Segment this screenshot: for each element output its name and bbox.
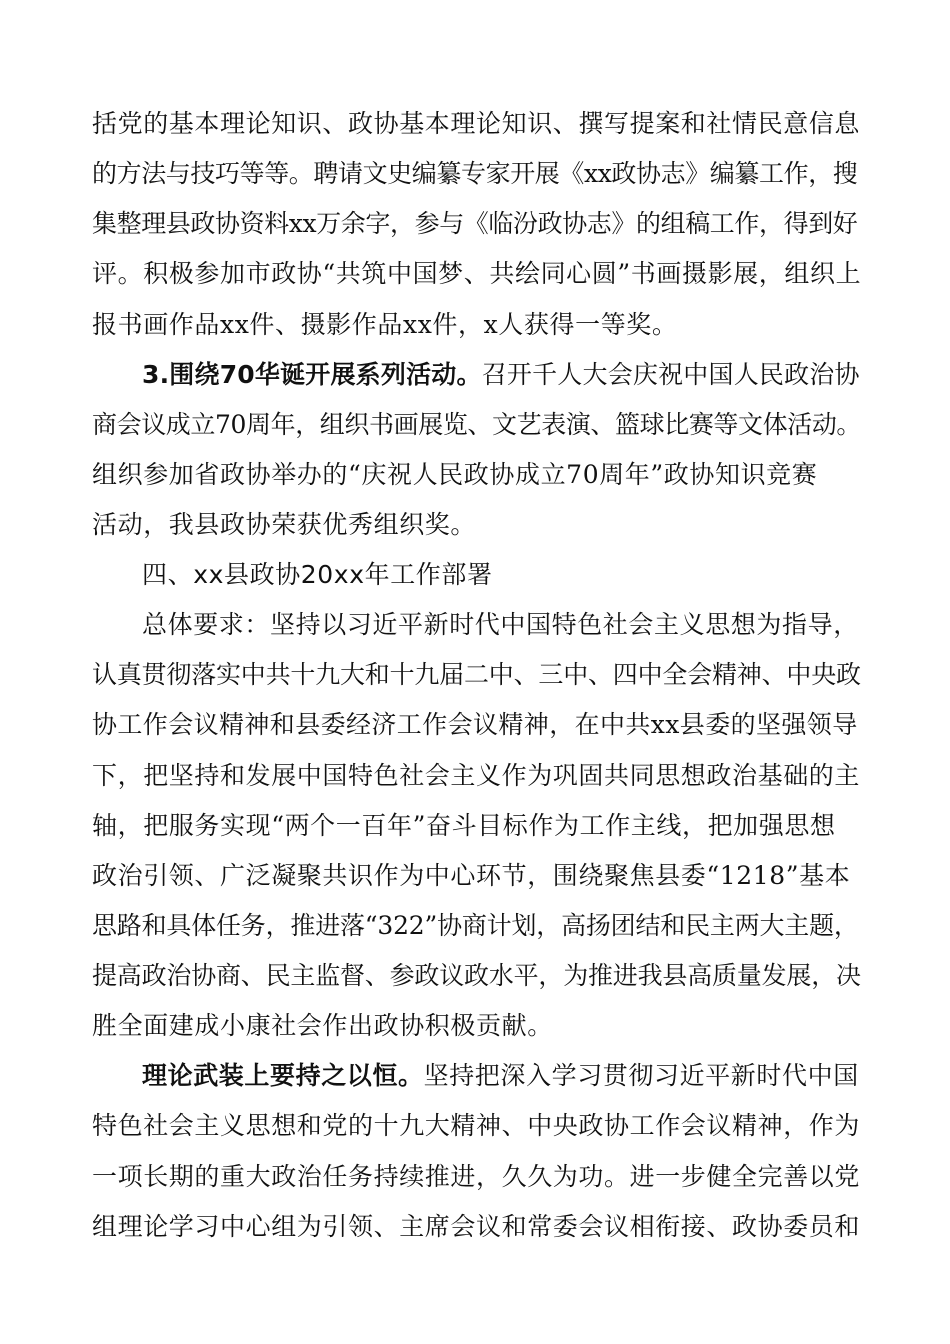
paragraph-line: 报书画作品xx件、摄影作品xx件，x人获得一等奖。 (92, 310, 678, 339)
theory-title: 理论武装上要持之以恒。 (142, 1061, 424, 1090)
paragraph-line: 认真贯彻落实中共十九大和十九届二中、三中、四中全会精神、中央政 (92, 660, 861, 689)
paragraph-line: 括党的基本理论知识、政协基本理论知识、撰写提案和社情民意信息 (92, 109, 861, 138)
paragraph-line: 商会议成立70周年，组织书画展览、文艺表演、篮球比赛等文体活动。 (92, 410, 862, 439)
paragraph-line: 总体要求：坚持以习近平新时代中国特色社会主义思想为指导， (142, 610, 859, 639)
item-3-first-line (142, 359, 862, 391)
item-3-text: 召开千人大会庆祝中国人民政治协 (481, 360, 860, 389)
paragraph-line: 协工作会议精神和县委经济工作会议精神，在中共xx县委的坚强领导 (92, 710, 858, 739)
paragraph-line: 的方法与技巧等等。聘请文史编纂专家开展《xx政协志》编纂工作，搜 (92, 159, 858, 188)
paragraph-line: 集整理县政协资料xx万余字，参与《临汾政协志》的组稿工作，得到好 (92, 209, 858, 238)
paragraph-line: 政治引领、广泛凝聚共识作为中心环节，围绕聚焦县委“1218”基本 (92, 861, 851, 890)
paragraph-line: 活动，我县政协荣获优秀组织奖。 (92, 510, 477, 539)
paragraph-line: 下，把坚持和发展中国特色社会主义作为巩固共同思想政治基础的主 (92, 761, 861, 790)
theory-text: 坚持把深入学习贯彻习近平新时代中国 (423, 1061, 859, 1090)
paragraph-line: 特色社会主义思想和党的十九大精神、中央政协工作会议精神，作为 (92, 1111, 861, 1140)
paragraph-line: 评。积极参加市政协“共筑中国梦、共绘同心圆”书画摄影展，组织上 (92, 259, 862, 288)
paragraph-line: 一项长期的重大政治任务持续推进，久久为功。进一步健全完善以党 (92, 1162, 861, 1191)
paragraph-line: 提高政治协商、民主监督、参政议政水平，为推进我县高质量发展，决 (92, 961, 861, 990)
paragraph-line: 组织参加省政协举办的“庆祝人民政协成立70周年”政协知识竞赛 (92, 460, 818, 489)
item-3-title: 3.围绕70华诞开展系列活动。 (142, 360, 482, 389)
section-heading: 四、xx县政协20xx年工作部署 (142, 560, 493, 589)
paragraph-line: 思路和具体任务，推进落“322”协商计划，高扬团结和民主两大主题， (92, 911, 859, 940)
paragraph-line: 组理论学习中心组为引领、主席会议和常委会议相衔接、政协委员和 (92, 1212, 861, 1241)
paragraph-line: 胜全面建成小康社会作出政协积极贡献。 (92, 1011, 553, 1040)
theory-first-line (142, 1060, 862, 1092)
paragraph-line: 轴，把服务实现“两个一百年”奋斗目标作为工作主线，把加强思想 (92, 811, 836, 840)
